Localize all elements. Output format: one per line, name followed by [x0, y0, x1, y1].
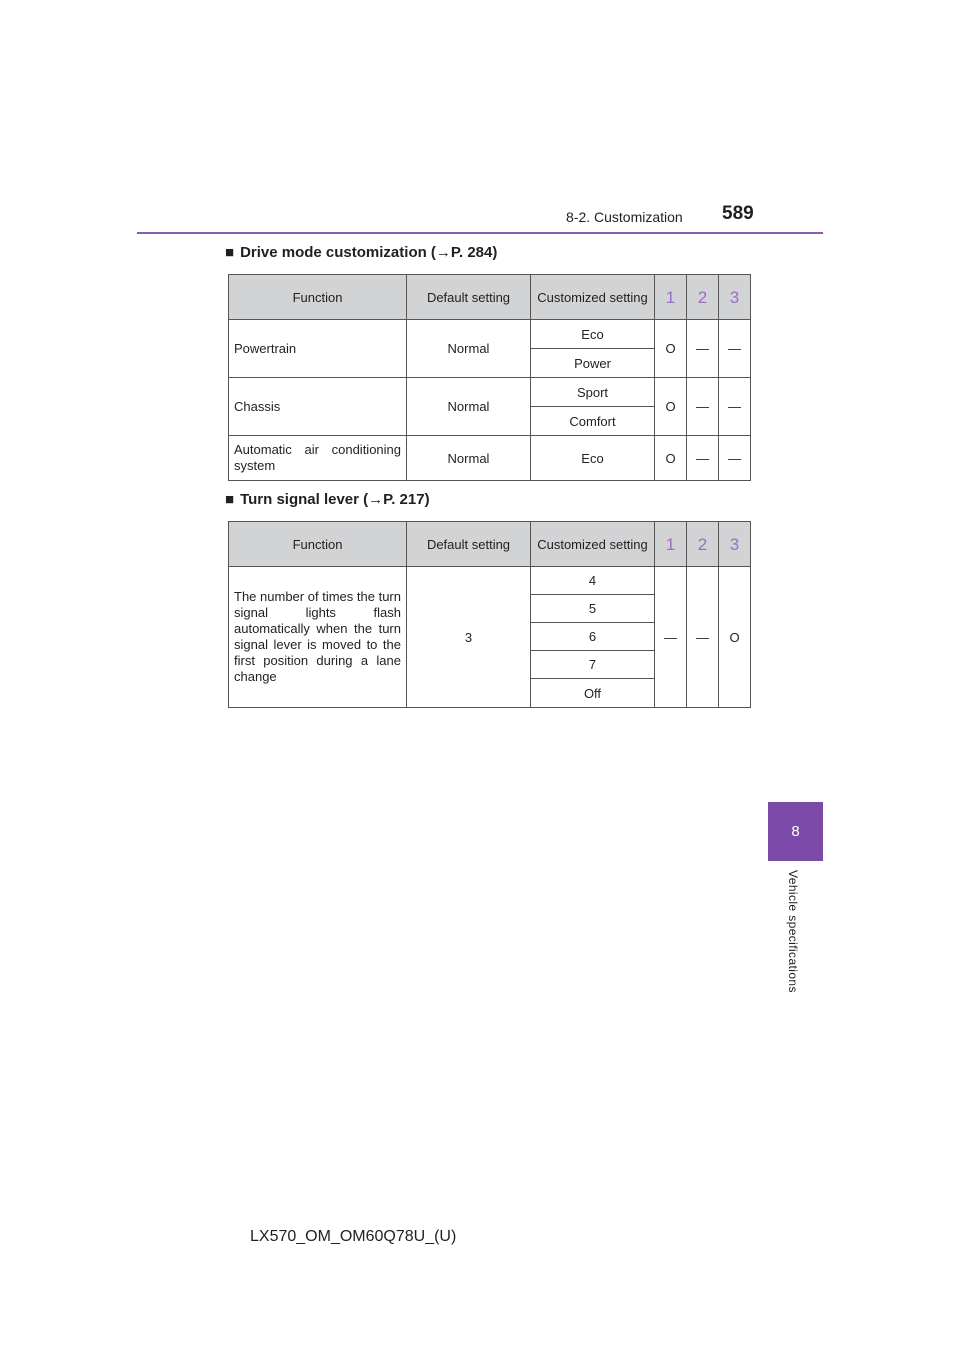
col-3: 3 [719, 275, 751, 320]
header-section-title: 8-2. Customization [566, 209, 683, 225]
default-cell: Normal [407, 320, 531, 378]
option-cell: 7 [531, 651, 655, 679]
col-function: Function [229, 522, 407, 567]
col-customized-setting: Customized setting [531, 522, 655, 567]
chapter-label: Vehicle specifications [786, 870, 800, 993]
option-cell: Power [531, 349, 655, 378]
function-cell: Powertrain [229, 320, 407, 378]
function-cell: Chassis [229, 378, 407, 436]
col-1: 1 [655, 275, 687, 320]
option-cell: Eco [531, 436, 655, 481]
drive-mode-heading-text: Drive mode customization (→P. 284) [240, 244, 498, 261]
table-row [229, 567, 751, 595]
square-bullet-icon: ■ [225, 491, 235, 508]
mark-cell-3: — [719, 436, 751, 481]
col-2: 2 [687, 275, 719, 320]
table-header-row [229, 275, 751, 320]
mark-cell-1: O [655, 436, 687, 481]
mark-cell-1: O [655, 320, 687, 378]
col-customized-setting: Customized setting [531, 275, 655, 320]
col-3: 3 [719, 522, 751, 567]
col-default-setting: Default setting [407, 522, 531, 567]
option-cell: Comfort [531, 407, 655, 436]
mark-cell-3: O [719, 567, 751, 708]
default-cell: Normal [407, 436, 531, 481]
document-code: LX570_OM_OM60Q78U_(U) [250, 1228, 457, 1245]
drive-mode-table [228, 274, 751, 481]
option-cell: Eco [531, 320, 655, 349]
mark-cell-1: — [655, 567, 687, 708]
table-row [229, 320, 751, 349]
table-header-row [229, 522, 751, 567]
col-2: 2 [687, 522, 719, 567]
option-cell: Off [531, 679, 655, 708]
square-bullet-icon: ■ [225, 244, 235, 261]
table-row [229, 436, 751, 481]
turn-signal-heading [225, 491, 430, 508]
mark-cell-3: — [719, 378, 751, 436]
col-function: Function [229, 275, 407, 320]
col-default-setting: Default setting [407, 275, 531, 320]
option-cell: 6 [531, 623, 655, 651]
mark-cell-2: — [687, 378, 719, 436]
function-cell: The number of times the turn signal lights flash automatically when the turn signal lever is moved to the first position during a lane change [229, 567, 407, 708]
mark-cell-1: O [655, 378, 687, 436]
function-cell: Automatic air conditioning system [229, 436, 407, 481]
mark-cell-2: — [687, 567, 719, 708]
drive-mode-heading [225, 244, 497, 261]
option-cell: 4 [531, 567, 655, 595]
option-cell: Sport [531, 378, 655, 407]
mark-cell-2: — [687, 436, 719, 481]
header-divider [137, 232, 823, 234]
col-1: 1 [655, 522, 687, 567]
mark-cell-3: — [719, 320, 751, 378]
chapter-tab: 8 [768, 802, 823, 861]
default-cell: 3 [407, 567, 531, 708]
mark-cell-2: — [687, 320, 719, 378]
table-row [229, 378, 751, 407]
default-cell: Normal [407, 378, 531, 436]
turn-signal-table [228, 521, 751, 708]
page-number: 589 [722, 203, 754, 224]
option-cell: 5 [531, 595, 655, 623]
turn-signal-heading-text: Turn signal lever (→P. 217) [240, 491, 430, 508]
